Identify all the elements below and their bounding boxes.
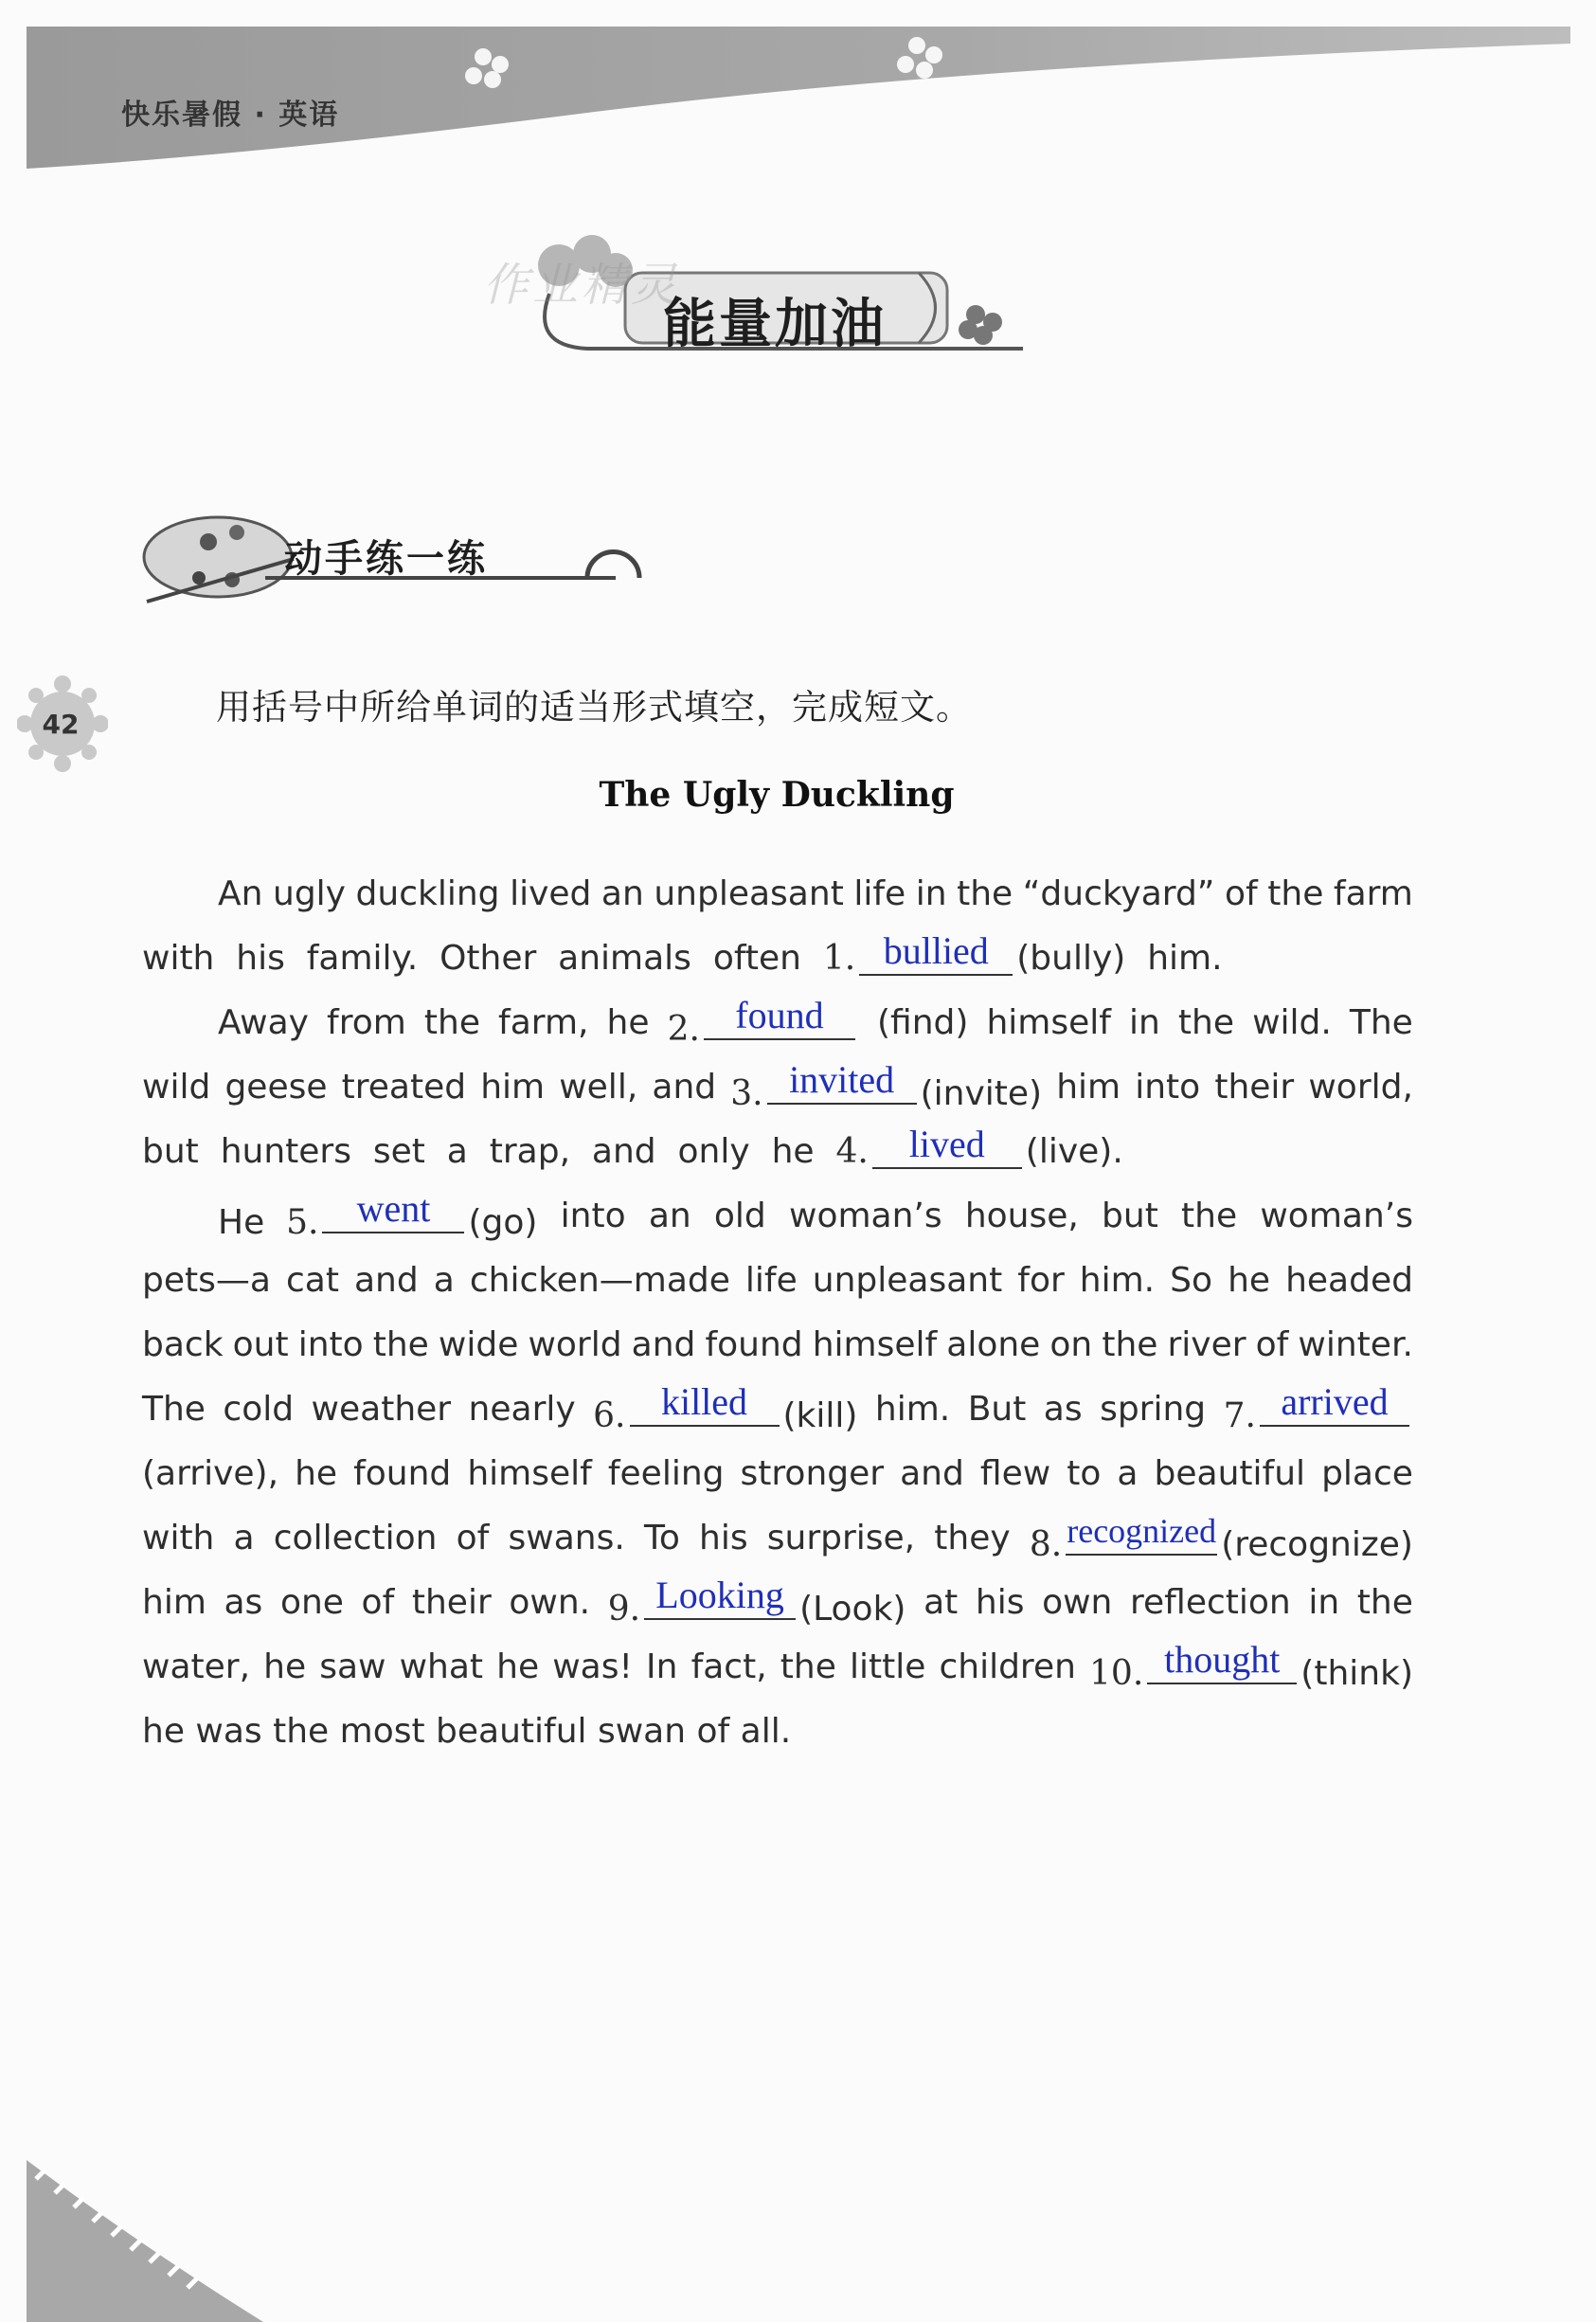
exercise-instruction: 用括号中所给单词的适当形式填空，完成短文。 (216, 687, 972, 728)
word-hint: (live). (1025, 1132, 1123, 1171)
passage-line: wild geese treated him well, and 3. invited (invite) him into their world, (142, 1055, 1413, 1120)
answer-blank-9[interactable] (644, 1571, 796, 1620)
passage-line: pets—a cat and a chicken—made life unpleasant for him. So he headed (142, 1261, 1413, 1300)
answer-text: bullied (883, 929, 989, 972)
answer-text: went (356, 1187, 431, 1230)
answer-text: thought (1164, 1638, 1281, 1681)
blank-number: 3. (730, 1074, 763, 1113)
answer-blank-2[interactable] (704, 991, 855, 1040)
passage-line: The cold weather nearly 6. killed (kill) him. But as spring 7. arrived (142, 1377, 1413, 1442)
passage (142, 862, 1413, 1764)
passage-line: back out into the wide world and found himself alone on the river of winter. (142, 1325, 1413, 1364)
answer-text: invited (789, 1058, 895, 1101)
blank-number: 6. (593, 1396, 626, 1435)
answer-text: recognized (1067, 1512, 1217, 1550)
passage-line: he was the most beautiful swan of all. (142, 1712, 792, 1751)
answer-blank-6[interactable] (630, 1377, 780, 1427)
answer-blank-8[interactable] (1066, 1506, 1217, 1556)
energy-title: 能量加油 (663, 294, 887, 355)
passage-line: (arrive), he found himself feeling stronger and flew to a beautiful place (142, 1442, 1413, 1506)
answer-text: lived (908, 1123, 985, 1165)
blank-number: 2. (667, 1010, 700, 1049)
answer-blank-4[interactable] (872, 1120, 1022, 1169)
passage-line: him as one of their own. 9. Looking (Look) at his own reflection in the (142, 1571, 1413, 1635)
blank-number: 9. (607, 1590, 641, 1629)
word-hint: (bully) (1016, 939, 1126, 978)
answer-blank-3[interactable] (767, 1055, 917, 1105)
book-title: 快乐暑假 · 英语 (121, 99, 340, 132)
passage-line: An ugly duckling lived an unpleasant life in the “duckyard” of the farm (218, 874, 1413, 913)
passage-line: He 5. went (go) into an old woman’s house, but the woman’s (142, 1184, 1413, 1249)
footer-band-decoration (27, 2141, 273, 2322)
passage-line: Away from the farm, he 2. found (find) himself in the wild. The (142, 991, 1413, 1055)
answer-text: Looking (655, 1574, 784, 1616)
section-title: 动手练一练 (284, 537, 488, 581)
story-title: The Ugly Duckling (599, 775, 955, 815)
passage-line: but hunters set a trap, and only he 4. lived (live). (142, 1120, 1413, 1184)
answer-blank-5[interactable] (322, 1184, 464, 1233)
blank-number: 1. (822, 939, 856, 978)
passage-line: with a collection of swans. To his surprise, they 8. recognized (recognize) (142, 1506, 1413, 1571)
answer-text: found (735, 994, 824, 1036)
word-hint: (kill) (782, 1396, 858, 1435)
blank-number: 7. (1223, 1396, 1256, 1435)
blank-number: 5. (286, 1203, 319, 1242)
word-hint: (invite) (920, 1074, 1043, 1113)
answer-text: killed (660, 1380, 748, 1423)
word-hint: (recognize) (1221, 1525, 1413, 1564)
word-hint: (think) (1300, 1654, 1413, 1693)
blank-number: 8. (1029, 1525, 1063, 1564)
word-hint: (go) (468, 1203, 538, 1242)
answer-blank-1[interactable] (859, 927, 1013, 976)
page-number: 42 (42, 709, 80, 740)
passage-line: water, he saw what he was! In fact, the little children 10. thought (think) (142, 1635, 1413, 1700)
blank-number: 10. (1089, 1654, 1144, 1693)
word-hint: (find) (876, 1003, 969, 1042)
answer-blank-7[interactable] (1260, 1377, 1409, 1427)
word-hint: (Look) (799, 1590, 906, 1629)
answer-text: arrived (1281, 1380, 1389, 1423)
answer-blank-10[interactable] (1147, 1635, 1297, 1684)
watermark: 作业精灵 (483, 259, 681, 312)
passage-line: with his family. Other animals often 1. bullied (bully) him. (142, 927, 1413, 991)
blank-number: 4. (835, 1132, 869, 1171)
word-hint: (arrive), (142, 1454, 279, 1493)
